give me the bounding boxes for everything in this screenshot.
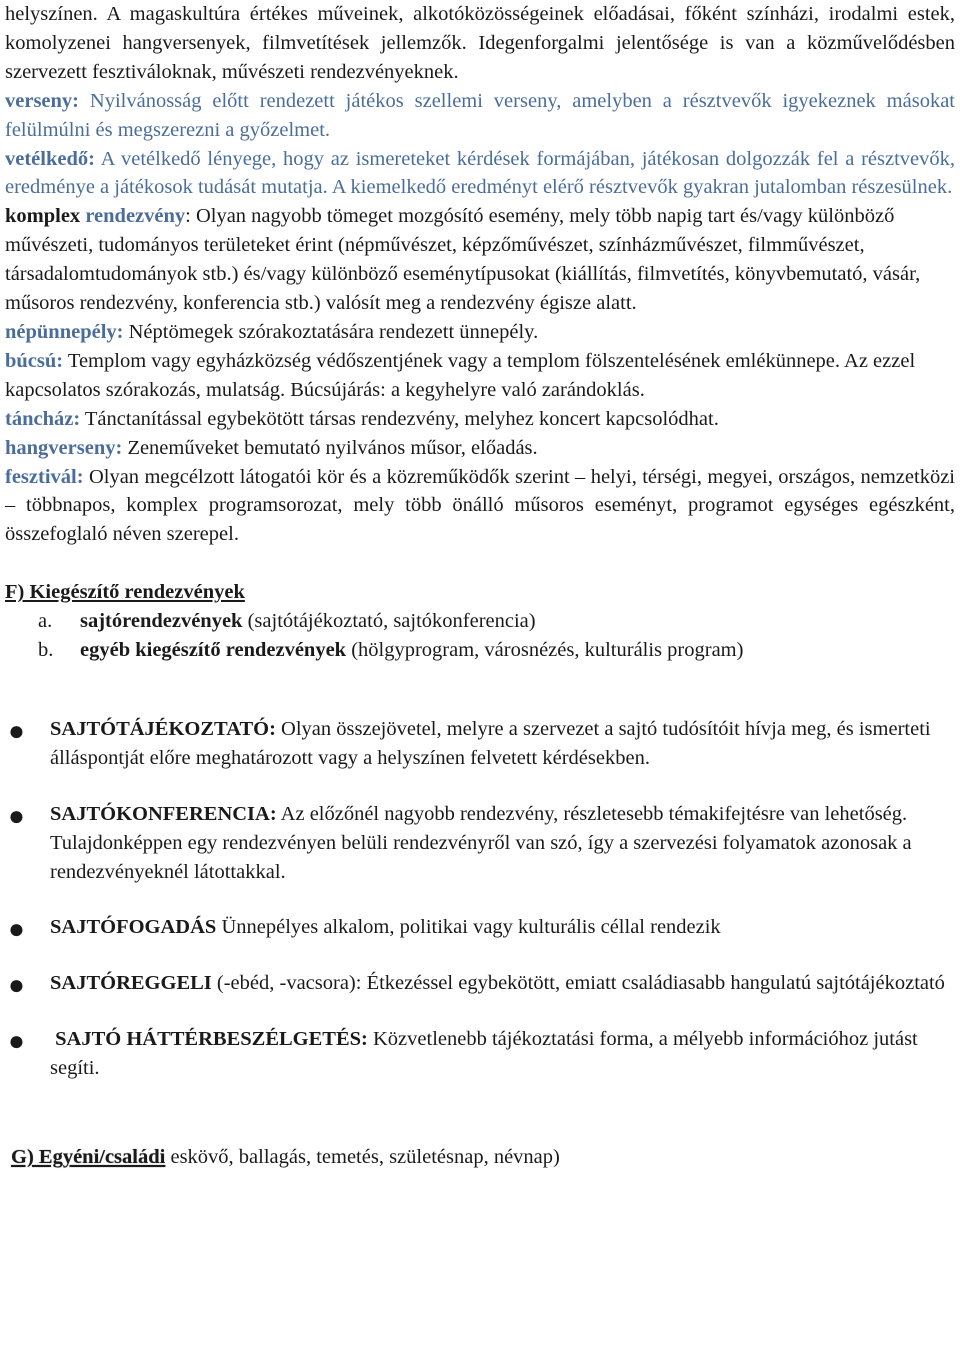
- section-f-heading: F) Kiegészítő rendezvények: [5, 581, 245, 604]
- bullet-item: [5, 800, 955, 887]
- item-text: (hölgyprogram, városnézés, kulturális program): [346, 639, 744, 662]
- definition-fesztival: [5, 463, 955, 550]
- definition-tanchaz: [5, 405, 955, 434]
- bullet-item: [5, 715, 955, 773]
- spacer: [5, 665, 955, 715]
- definition-text: A vetélkedő lényege, hogy az ismereteket kérdések formájában, játékosan dolgozzák fel a résztvevők, eredménye a játékosok tudását mutatja. A kiemelkedő eredményt elérő résztvevők gyakran jutalomban részesülnek.: [5, 147, 955, 199]
- bullet-item: [5, 969, 955, 1002]
- term-rendezveny: rendezvény: [85, 205, 186, 228]
- definition-hangverseny: [5, 434, 955, 463]
- bullet-text: (-ebéd, -vacsora): Étkezéssel egybekötött, emiatt családiasabb hangulatú sajtótájékoztató: [211, 972, 945, 995]
- spacer: [5, 998, 955, 1025]
- term-hangverseny: hangverseny:: [5, 436, 123, 459]
- bullet-item: [5, 1025, 955, 1083]
- definition-text: Néptömegek szórakoztatására rendezett ünnepély.: [123, 320, 539, 343]
- section-g-heading: G) Egyéni/családi: [11, 1146, 166, 1169]
- section-f-item-a: [5, 607, 955, 636]
- intro-text: helyszínen. A magaskultúra értékes műveinek, alkotóközösségeinek előadásai, főként színházi, irodalmi estek, komolyzenei hangversenyek, filmvetítések jellemzők. Idegenforgalmi jelentősége is van a közművelődésben szervezett fesztiváloknak, művészeti rendezvényeknek.: [5, 3, 955, 83]
- bullet-dot-icon: ●: [8, 1026, 25, 1058]
- term-tanchaz: táncház:: [5, 407, 81, 430]
- definition-komplex: [5, 202, 955, 318]
- term-nepunnepely: népünnepély:: [5, 320, 124, 343]
- spacer: [5, 886, 955, 913]
- bullet-text: Ünnepélyes alkalom, politikai vagy kulturális céllal rendezik: [216, 916, 721, 939]
- definition-text: Templom vagy egyházközség védőszentjének vagy a templom fölszentelésének emlékünnepe. Az ezzel kapcsolatos szórakozás, mulatság. Búcsújárás: a kegyhelyre való zarándoklás.: [5, 349, 916, 401]
- section-f-item-b: [5, 636, 955, 665]
- spacer: [5, 1083, 955, 1143]
- section-g: [5, 1143, 955, 1172]
- definition-text: Nyilvánosság előtt rendezett játékos szellemi verseny, amelyben a résztvevők igyekeznek másokat felülmúlni és megszerezni a győzelmet.: [5, 89, 955, 141]
- bullet-term: SAJTÓKONFERENCIA:: [50, 802, 277, 825]
- document-page: [5, 0, 955, 1172]
- definition-text: Zeneműveket bemutató nyilvános műsor, előadás.: [122, 436, 538, 459]
- definition-verseny: [5, 87, 955, 145]
- definition-text: Tánctanítással egybekötött társas rendezvény, melyhez koncert kapcsolódhat.: [80, 407, 719, 430]
- bullet-dot-icon: ●: [8, 800, 25, 832]
- list-marker: b.: [38, 639, 54, 662]
- definition-nepunnepely: [5, 318, 955, 347]
- section-g-text: eskövő, ballagás, temetés, születésnap, névnap): [165, 1146, 560, 1169]
- term-komplex: komplex: [5, 205, 86, 228]
- bullet-term: SAJTÓREGGELI: [50, 972, 212, 995]
- item-text: (sajtótájékoztató, sajtókonferencia): [242, 610, 536, 633]
- term-verseny: verseny:: [5, 89, 80, 112]
- bullet-text: Olyan összejövetel, melyre a szervezet a sajtó tudósítóit hívja meg, és ismerteti álláspontját előre meghatározott vagy a helyszínen felvetett kérdésekben.: [50, 717, 931, 769]
- definition-text: : Olyan nagyobb tömeget mozgósító esemény, mely több napig tart és/vagy különböző művészeti, tudományos területeket érint (népművészet, képzőművészet, színházművészet, filmművészet, társadalomtudományok stb.) és/vagy különböző eseménytípusokat (kiállítás, filmvetítés, könyvbemutató, vásár, műsoros rendezvény, konferencia stb.) valósít meg a rendezvény égisze alatt.: [5, 205, 921, 315]
- intro-paragraph: [5, 0, 955, 87]
- bullet-term: SAJTÓ HÁTTÉRBESZÉLGETÉS:: [50, 1028, 368, 1051]
- bullet-dot-icon: ●: [8, 715, 25, 747]
- definition-vetelkedo: [5, 145, 955, 203]
- bullet-term: SAJTÓTÁJÉKOZTATÓ:: [50, 717, 276, 740]
- list-marker: a.: [38, 610, 53, 633]
- definition-text: Olyan megcélzott látogatói kör és a közreműködők szerint – helyi, térségi, megyei, országos, nemzetközi – többnapos, komplex programsorozat, mely több önálló műsoros eseményt, programot egységes egészként, összefoglaló néven szerepel.: [5, 465, 955, 546]
- bullet-text: Közvetlenebb tájékoztatási forma, a mélyebb információhoz jutást segíti.: [50, 1028, 918, 1080]
- term-bucsu: búcsú:: [5, 349, 64, 372]
- bullet-dot-icon: ●: [8, 970, 25, 1002]
- definition-bucsu: [5, 347, 955, 405]
- bullet-term: SAJTÓFOGADÁS: [50, 916, 217, 939]
- item-term: sajtórendezvények: [80, 610, 243, 633]
- spacer: [5, 942, 955, 969]
- term-vetelkedo: vetélkedő:: [5, 147, 95, 170]
- bullet-item: [5, 913, 955, 946]
- bullet-dot-icon: ●: [8, 914, 25, 946]
- spacer: [5, 773, 955, 800]
- bullet-text: Az előzőnél nagyobb rendezvény, részletesebb témakifejtésre van lehetőség. Tulajdonképpen egy rendezvényen belüli rendezvényről van szó, így a szervezési folyamatok azonosak a rendezvényeknél látottakkal.: [50, 802, 912, 883]
- item-term: egyéb kiegészítő rendezvények: [80, 639, 347, 662]
- term-fesztival: fesztivál:: [5, 465, 84, 488]
